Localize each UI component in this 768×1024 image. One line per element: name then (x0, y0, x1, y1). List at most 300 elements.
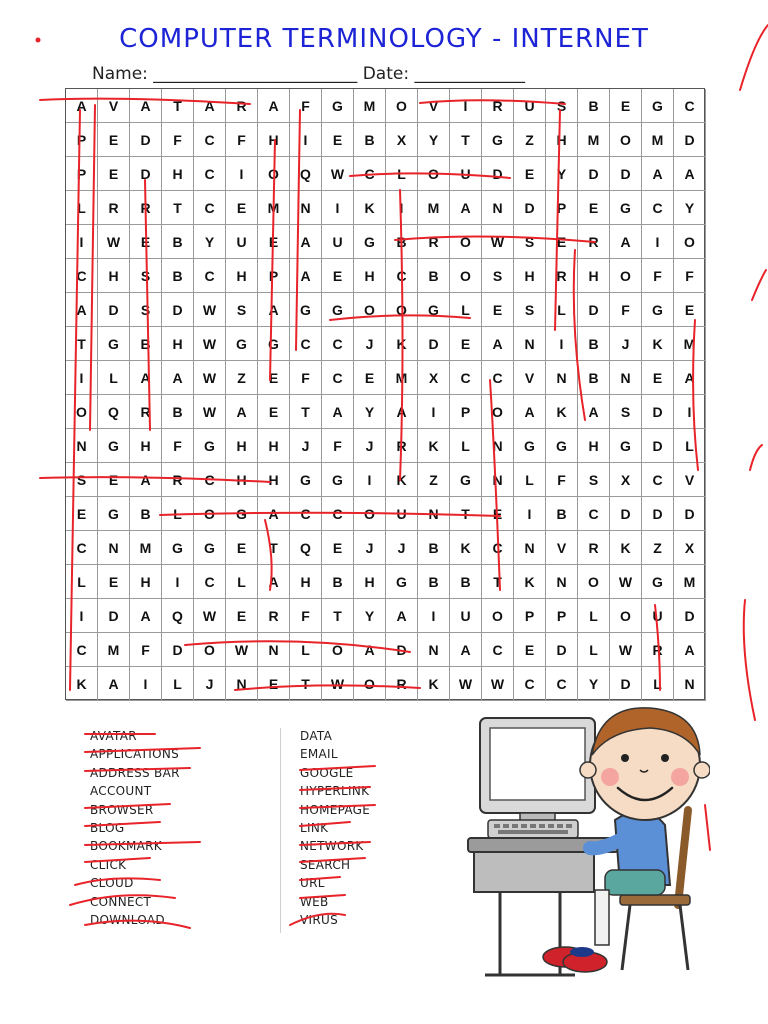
grid-cell: L (162, 497, 194, 531)
grid-cell: E (354, 361, 386, 395)
word-list-item: AVATAR (90, 729, 137, 743)
grid-cell: E (258, 667, 290, 701)
grid-cell: A (386, 599, 418, 633)
grid-cell: E (482, 497, 514, 531)
grid-cell: T (290, 667, 322, 701)
grid-cell: G (418, 293, 450, 327)
grid-cell: G (322, 293, 354, 327)
grid-cell: M (354, 89, 386, 123)
grid-cell: D (130, 123, 162, 157)
name-date-line: Name: ________________________ Date: _____________ (92, 64, 525, 84)
grid-cell: M (642, 123, 674, 157)
grid-cell: A (610, 225, 642, 259)
grid-cell: C (354, 157, 386, 191)
grid-cell: E (578, 191, 610, 225)
grid-cell: G (98, 327, 130, 361)
grid-cell: F (290, 361, 322, 395)
grid-cell: E (98, 565, 130, 599)
grid-cell: E (322, 259, 354, 293)
grid-cell: N (482, 191, 514, 225)
word-list-item: GOOGLE (300, 765, 354, 780)
grid-cell: V (418, 89, 450, 123)
grid-cell: H (258, 123, 290, 157)
grid-cell: D (546, 633, 578, 667)
grid-cell: A (450, 633, 482, 667)
grid-cell: D (578, 157, 610, 191)
word-list-item: ADDRESS BAR (90, 765, 180, 780)
grid-cell: T (482, 565, 514, 599)
word-list-item: CLICK (90, 857, 127, 872)
grid-cell: X (610, 463, 642, 497)
grid-cell: R (130, 191, 162, 225)
word-list-item: DATA (300, 729, 333, 743)
grid-cell: G (450, 463, 482, 497)
grid-cell: N (674, 667, 706, 701)
grid-cell: B (162, 395, 194, 429)
grid-cell: C (194, 157, 226, 191)
grid-cell: M (258, 191, 290, 225)
grid-cell: U (322, 225, 354, 259)
grid-cell: T (450, 123, 482, 157)
grid-cell: S (514, 293, 546, 327)
grid-cell: F (546, 463, 578, 497)
grid-cell: F (610, 293, 642, 327)
grid-cell: A (674, 157, 706, 191)
grid-cell: T (66, 327, 98, 361)
grid-cell: I (322, 191, 354, 225)
grid-cell: F (162, 123, 194, 157)
word-list-item: VIRUS (300, 913, 338, 928)
word-list-item: CONNECT (90, 894, 152, 909)
grid-cell: H (354, 565, 386, 599)
grid-cell: G (322, 463, 354, 497)
grid-cell: K (386, 327, 418, 361)
grid-cell: Y (354, 599, 386, 633)
grid-cell: G (258, 327, 290, 361)
grid-cell: I (642, 225, 674, 259)
grid-cell: P (546, 599, 578, 633)
grid-cell: E (226, 531, 258, 565)
grid-cell: A (290, 225, 322, 259)
word-list-item: APPLICATIONS (90, 747, 180, 762)
grid-cell: Y (418, 123, 450, 157)
grid-cell: L (674, 429, 706, 463)
grid-cell: I (546, 327, 578, 361)
grid-cell: A (290, 259, 322, 293)
grid-cell: R (226, 89, 258, 123)
grid-cell: K (610, 531, 642, 565)
grid-cell: E (130, 225, 162, 259)
grid-cell: E (98, 157, 130, 191)
grid-cell: Q (290, 157, 322, 191)
grid-cell: G (386, 565, 418, 599)
grid-cell: A (258, 497, 290, 531)
grid-cell: D (642, 497, 674, 531)
grid-cell: D (98, 293, 130, 327)
grid-cell: C (194, 191, 226, 225)
grid-cell: F (642, 259, 674, 293)
grid-cell: X (386, 123, 418, 157)
grid-cell: O (66, 395, 98, 429)
grid-cell: N (482, 463, 514, 497)
grid-cell: O (354, 667, 386, 701)
grid-cell: G (226, 497, 258, 531)
grid-cell: D (674, 497, 706, 531)
grid-cell: A (130, 463, 162, 497)
grid-cell: A (226, 395, 258, 429)
grid-cell: E (258, 225, 290, 259)
grid-cell: J (354, 429, 386, 463)
grid-cell: N (546, 565, 578, 599)
grid-cell: K (546, 395, 578, 429)
grid-cell: U (514, 89, 546, 123)
grid-cell: F (162, 429, 194, 463)
grid-cell: G (642, 293, 674, 327)
grid-cell: C (66, 633, 98, 667)
grid-cell: S (514, 225, 546, 259)
grid-cell: E (66, 497, 98, 531)
grid-cell: C (546, 667, 578, 701)
grid-cell: Z (514, 123, 546, 157)
grid-cell: S (66, 463, 98, 497)
grid-cell: G (642, 565, 674, 599)
grid-cell: I (66, 225, 98, 259)
grid-cell: M (674, 565, 706, 599)
grid-cell: O (258, 157, 290, 191)
grid-cell: D (418, 327, 450, 361)
grid-cell: A (130, 89, 162, 123)
grid-cell: G (354, 225, 386, 259)
grid-cell: W (450, 667, 482, 701)
grid-cell: A (322, 395, 354, 429)
grid-cell: I (354, 463, 386, 497)
grid-cell: Z (226, 361, 258, 395)
grid-cell: F (674, 259, 706, 293)
grid-cell: K (386, 463, 418, 497)
grid-cell: G (642, 89, 674, 123)
grid-cell: N (514, 327, 546, 361)
word-list-item: HYPERLINK (300, 784, 370, 799)
grid-cell: O (386, 293, 418, 327)
grid-cell: I (514, 497, 546, 531)
grid-cell: O (610, 123, 642, 157)
grid-cell: D (386, 633, 418, 667)
grid-cell: E (226, 191, 258, 225)
grid-cell: O (450, 259, 482, 293)
grid-cell: G (98, 429, 130, 463)
grid-cell: A (258, 565, 290, 599)
grid-cell: S (578, 463, 610, 497)
grid-cell: Q (162, 599, 194, 633)
word-list-item: URL (300, 876, 325, 891)
worksheet-title: COMPUTER TERMINOLOGY - INTERNET (119, 24, 649, 54)
grid-cell: B (130, 497, 162, 531)
grid-cell: A (258, 89, 290, 123)
grid-cell: L (98, 361, 130, 395)
grid-cell: T (162, 191, 194, 225)
grid-cell: U (226, 225, 258, 259)
grid-cell: A (194, 89, 226, 123)
grid-cell: O (482, 395, 514, 429)
grid-cell: X (418, 361, 450, 395)
grid-cell: U (450, 157, 482, 191)
grid-cell: I (386, 191, 418, 225)
grid-cell: D (162, 633, 194, 667)
grid-cell: L (162, 667, 194, 701)
grid-cell: R (418, 225, 450, 259)
grid-cell: A (130, 599, 162, 633)
grid-cell: X (674, 531, 706, 565)
grid-cell: Y (194, 225, 226, 259)
grid-cell: G (194, 429, 226, 463)
grid-cell: N (258, 633, 290, 667)
grid-cell: B (418, 565, 450, 599)
grid-cell: S (546, 89, 578, 123)
grid-cell: Y (674, 191, 706, 225)
grid-cell: J (610, 327, 642, 361)
grid-cell: Q (98, 395, 130, 429)
grid-cell: A (674, 633, 706, 667)
grid-cell: Y (546, 157, 578, 191)
grid-cell: I (290, 123, 322, 157)
grid-cell: O (354, 497, 386, 531)
grid-cell: N (418, 497, 450, 531)
grid-cell: N (418, 633, 450, 667)
grid-cell: B (354, 123, 386, 157)
grid-cell: L (642, 667, 674, 701)
grid-cell: M (418, 191, 450, 225)
grid-cell: O (674, 225, 706, 259)
grid-cell: C (482, 633, 514, 667)
grid-cell: R (130, 395, 162, 429)
grid-cell: O (450, 225, 482, 259)
grid-cell: D (610, 667, 642, 701)
grid-cell: A (674, 361, 706, 395)
word-list-item: NETWORK (300, 839, 364, 854)
grid-cell: O (482, 599, 514, 633)
grid-cell: J (290, 429, 322, 463)
grid-cell: Z (418, 463, 450, 497)
grid-cell: G (162, 531, 194, 565)
grid-cell: H (514, 259, 546, 293)
grid-cell: B (162, 259, 194, 293)
grid-cell: C (642, 463, 674, 497)
grid-cell: Z (642, 531, 674, 565)
grid-cell: H (98, 259, 130, 293)
grid-cell: C (450, 361, 482, 395)
grid-cell: F (290, 599, 322, 633)
grid-cell: T (162, 89, 194, 123)
grid-cell: N (226, 667, 258, 701)
grid-cell: F (130, 633, 162, 667)
grid-cell: K (450, 531, 482, 565)
grid-cell: C (194, 565, 226, 599)
grid-cell: A (386, 395, 418, 429)
grid-cell: B (578, 89, 610, 123)
grid-cell: W (194, 599, 226, 633)
grid-cell: R (642, 633, 674, 667)
grid-cell: N (98, 531, 130, 565)
grid-cell: P (258, 259, 290, 293)
grid-cell: G (98, 497, 130, 531)
grid-cell: B (322, 565, 354, 599)
grid-cell: B (162, 225, 194, 259)
grid-cell: N (514, 531, 546, 565)
grid-cell: W (194, 361, 226, 395)
grid-cell: H (354, 259, 386, 293)
grid-cell: L (514, 463, 546, 497)
grid-cell: W (610, 565, 642, 599)
grid-cell: N (66, 429, 98, 463)
grid-cell: G (226, 327, 258, 361)
grid-cell: E (98, 463, 130, 497)
grid-cell: P (66, 157, 98, 191)
grid-cell: H (130, 429, 162, 463)
grid-cell: R (546, 259, 578, 293)
grid-cell: K (418, 667, 450, 701)
grid-cell: U (642, 599, 674, 633)
grid-cell: W (482, 667, 514, 701)
grid-cell: V (514, 361, 546, 395)
grid-cell: G (610, 429, 642, 463)
grid-cell: T (450, 497, 482, 531)
word-list-item: LINK (300, 821, 329, 836)
grid-cell: C (674, 89, 706, 123)
grid-cell: E (226, 599, 258, 633)
grid-cell: N (290, 191, 322, 225)
grid-cell: I (130, 667, 162, 701)
grid-cell: O (418, 157, 450, 191)
grid-cell: L (66, 191, 98, 225)
grid-cell: L (578, 599, 610, 633)
grid-cell: B (386, 225, 418, 259)
grid-cell: L (578, 633, 610, 667)
grid-cell: E (98, 123, 130, 157)
grid-cell: H (162, 157, 194, 191)
grid-cell: R (162, 463, 194, 497)
grid-cell: E (322, 531, 354, 565)
grid-cell: N (482, 429, 514, 463)
grid-cell: A (578, 395, 610, 429)
grid-cell: M (674, 327, 706, 361)
grid-cell: C (386, 259, 418, 293)
grid-cell: A (450, 191, 482, 225)
grid-cell: L (66, 565, 98, 599)
grid-cell: E (514, 633, 546, 667)
grid-cell: M (578, 123, 610, 157)
grid-cell: E (514, 157, 546, 191)
grid-cell: C (290, 327, 322, 361)
grid-cell: M (130, 531, 162, 565)
grid-cell: B (130, 327, 162, 361)
grid-cell: J (354, 531, 386, 565)
grid-cell: C (322, 327, 354, 361)
grid-cell: H (546, 123, 578, 157)
grid-cell: D (642, 395, 674, 429)
grid-cell: L (290, 633, 322, 667)
word-list-item: BLOG (90, 821, 125, 836)
grid-cell: O (194, 497, 226, 531)
grid-cell: S (482, 259, 514, 293)
grid-cell: H (578, 259, 610, 293)
grid-cell: R (386, 429, 418, 463)
grid-cell: G (322, 89, 354, 123)
grid-cell: D (674, 123, 706, 157)
grid-cell: C (66, 259, 98, 293)
grid-cell: C (194, 259, 226, 293)
grid-cell: L (226, 565, 258, 599)
grid-cell: O (354, 293, 386, 327)
grid-cell: C (514, 667, 546, 701)
grid-cell: I (226, 157, 258, 191)
grid-cell: C (642, 191, 674, 225)
grid-cell: E (546, 225, 578, 259)
grid-cell: K (354, 191, 386, 225)
grid-cell: S (130, 259, 162, 293)
grid-cell: Q (290, 531, 322, 565)
grid-cell: T (322, 599, 354, 633)
grid-cell: C (290, 497, 322, 531)
word-list-item: CLOUD (90, 876, 134, 891)
grid-cell: K (66, 667, 98, 701)
grid-cell: I (66, 599, 98, 633)
grid-cell: G (290, 463, 322, 497)
grid-cell: I (450, 89, 482, 123)
grid-cell: N (610, 361, 642, 395)
grid-cell: A (66, 89, 98, 123)
grid-cell: B (578, 327, 610, 361)
grid-cell: A (258, 293, 290, 327)
grid-cell: M (98, 633, 130, 667)
grid-cell: I (418, 599, 450, 633)
grid-cell: O (610, 599, 642, 633)
grid-cell: A (130, 361, 162, 395)
grid-cell: D (642, 429, 674, 463)
word-list-item: BOOKMARK (90, 839, 162, 854)
grid-cell: G (514, 429, 546, 463)
grid-cell: B (578, 361, 610, 395)
grid-cell: H (258, 429, 290, 463)
grid-cell: P (546, 191, 578, 225)
grid-cell: A (162, 361, 194, 395)
grid-cell: G (290, 293, 322, 327)
grid-cell: C (578, 497, 610, 531)
grid-cell: F (226, 123, 258, 157)
grid-cell: W (482, 225, 514, 259)
grid-cell: A (66, 293, 98, 327)
grid-cell: J (386, 531, 418, 565)
grid-cell: S (610, 395, 642, 429)
grid-cell: E (322, 123, 354, 157)
grid-cell: E (450, 327, 482, 361)
grid-cell: Y (354, 395, 386, 429)
grid-cell: R (386, 667, 418, 701)
grid-cell: W (98, 225, 130, 259)
grid-cell: G (194, 531, 226, 565)
grid-cell: N (546, 361, 578, 395)
grid-cell: W (226, 633, 258, 667)
grid-cell: H (258, 463, 290, 497)
grid-cell: O (322, 633, 354, 667)
grid-cell: D (130, 157, 162, 191)
grid-cell: E (610, 89, 642, 123)
grid-cell: G (482, 123, 514, 157)
grid-cell: H (290, 565, 322, 599)
grid-cell: A (514, 395, 546, 429)
grid-cell: W (322, 157, 354, 191)
grid-cell: C (322, 361, 354, 395)
grid-cell: G (610, 191, 642, 225)
